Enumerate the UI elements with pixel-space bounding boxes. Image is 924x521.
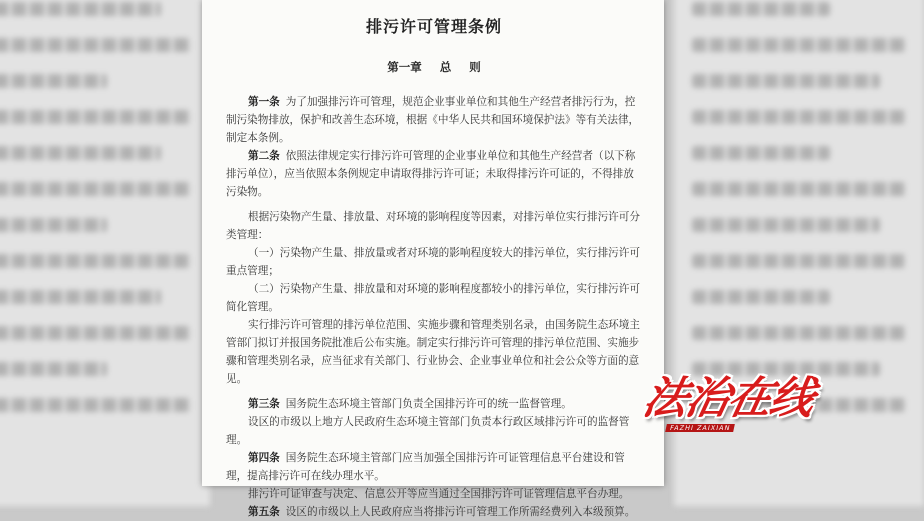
- article-paragraph: [226, 93, 642, 147]
- article-paragraph: [226, 449, 642, 485]
- chapter-heading: 第一章 总 则: [387, 60, 481, 74]
- article-paragraph: [226, 485, 642, 503]
- article-paragraph: [226, 147, 642, 201]
- article-number: 第二条: [248, 150, 280, 163]
- article-paragraph: [226, 413, 642, 449]
- article-text: 排污许可证审查与决定、信息公开等应当通过全国排污许可证管理信息平台办理。: [248, 487, 630, 500]
- article-text: 设区的市级以上人民政府应当将排污许可管理工作所需经费列入本级预算。: [285, 506, 636, 519]
- article-paragraph: [226, 395, 642, 413]
- article-paragraph: [226, 244, 642, 280]
- article-text: 实行排污许可管理的排污单位范围、实施步骤和管理类别名录，由国务院生态环境主管部门拟订并报国务院批准后公布实施。制定实行排污许可管理的排污单位范围、实施步骤和管理类别名录，应当征求有关部门、行业协会、企业事业单位和社会公众等方面的意见。: [226, 319, 640, 386]
- article-number: 第四条: [248, 451, 280, 464]
- article-paragraph: [226, 280, 642, 316]
- article-text: （一）污染物产生量、排放量或者对环境的影响程度较大的排污单位，实行排污许可重点管理；: [226, 246, 640, 277]
- logo-subtitle: FAZHI ZAIXIAN: [665, 424, 735, 432]
- article-number: 第五条: [248, 506, 280, 519]
- article-text: （二）污染物产生量、排放量和对环境的影响程度都较小的排污单位，实行排污许可简化管理。: [226, 282, 640, 314]
- blurred-background-left: [0, 0, 210, 506]
- document-page: [202, 0, 664, 519]
- article-paragraph: [226, 208, 642, 244]
- article-text: 国务院生态环境主管部门负责全国排污许可的统一监督管理。: [285, 397, 572, 410]
- document-title: 排污许可管理条例: [365, 17, 502, 36]
- article-text: 根据污染物产生量、排放量、对环境的影响程度等因素，对排污单位实行排污许可分类管理：: [226, 210, 640, 241]
- logo-text: 法治在线: [638, 373, 818, 424]
- program-logo: [640, 372, 826, 438]
- article-text: 依照法律规定实行排污许可管理的企业事业单位和其他生产经营者（以下称排污单位），应当依照本条例规定申请取得排污许可证；未取得排污许可证的，不得排放污染物。: [226, 150, 636, 199]
- article-number: 第三条: [248, 397, 280, 410]
- article-paragraph: [226, 316, 642, 388]
- article-paragraph: [226, 503, 642, 521]
- article-number: 第一条: [248, 96, 280, 108]
- article-text: 设区的市级以上地方人民政府生态环境主管部门负责本行政区域排污许可的监督管理。: [226, 415, 630, 446]
- document-body: [226, 93, 642, 521]
- article-text: 为了加强排污许可管理，规范企业事业单位和其他生产经营者排污行为，控制污染物排放，保护和改善生态环境，根据《中华人民共和国环境保护法》等有关法律，制定本条例。: [226, 96, 640, 145]
- article-text: 国务院生态环境主管部门应当加强全国排污许可证管理信息平台建设和管理，提高排污许可在线办理水平。: [226, 451, 625, 482]
